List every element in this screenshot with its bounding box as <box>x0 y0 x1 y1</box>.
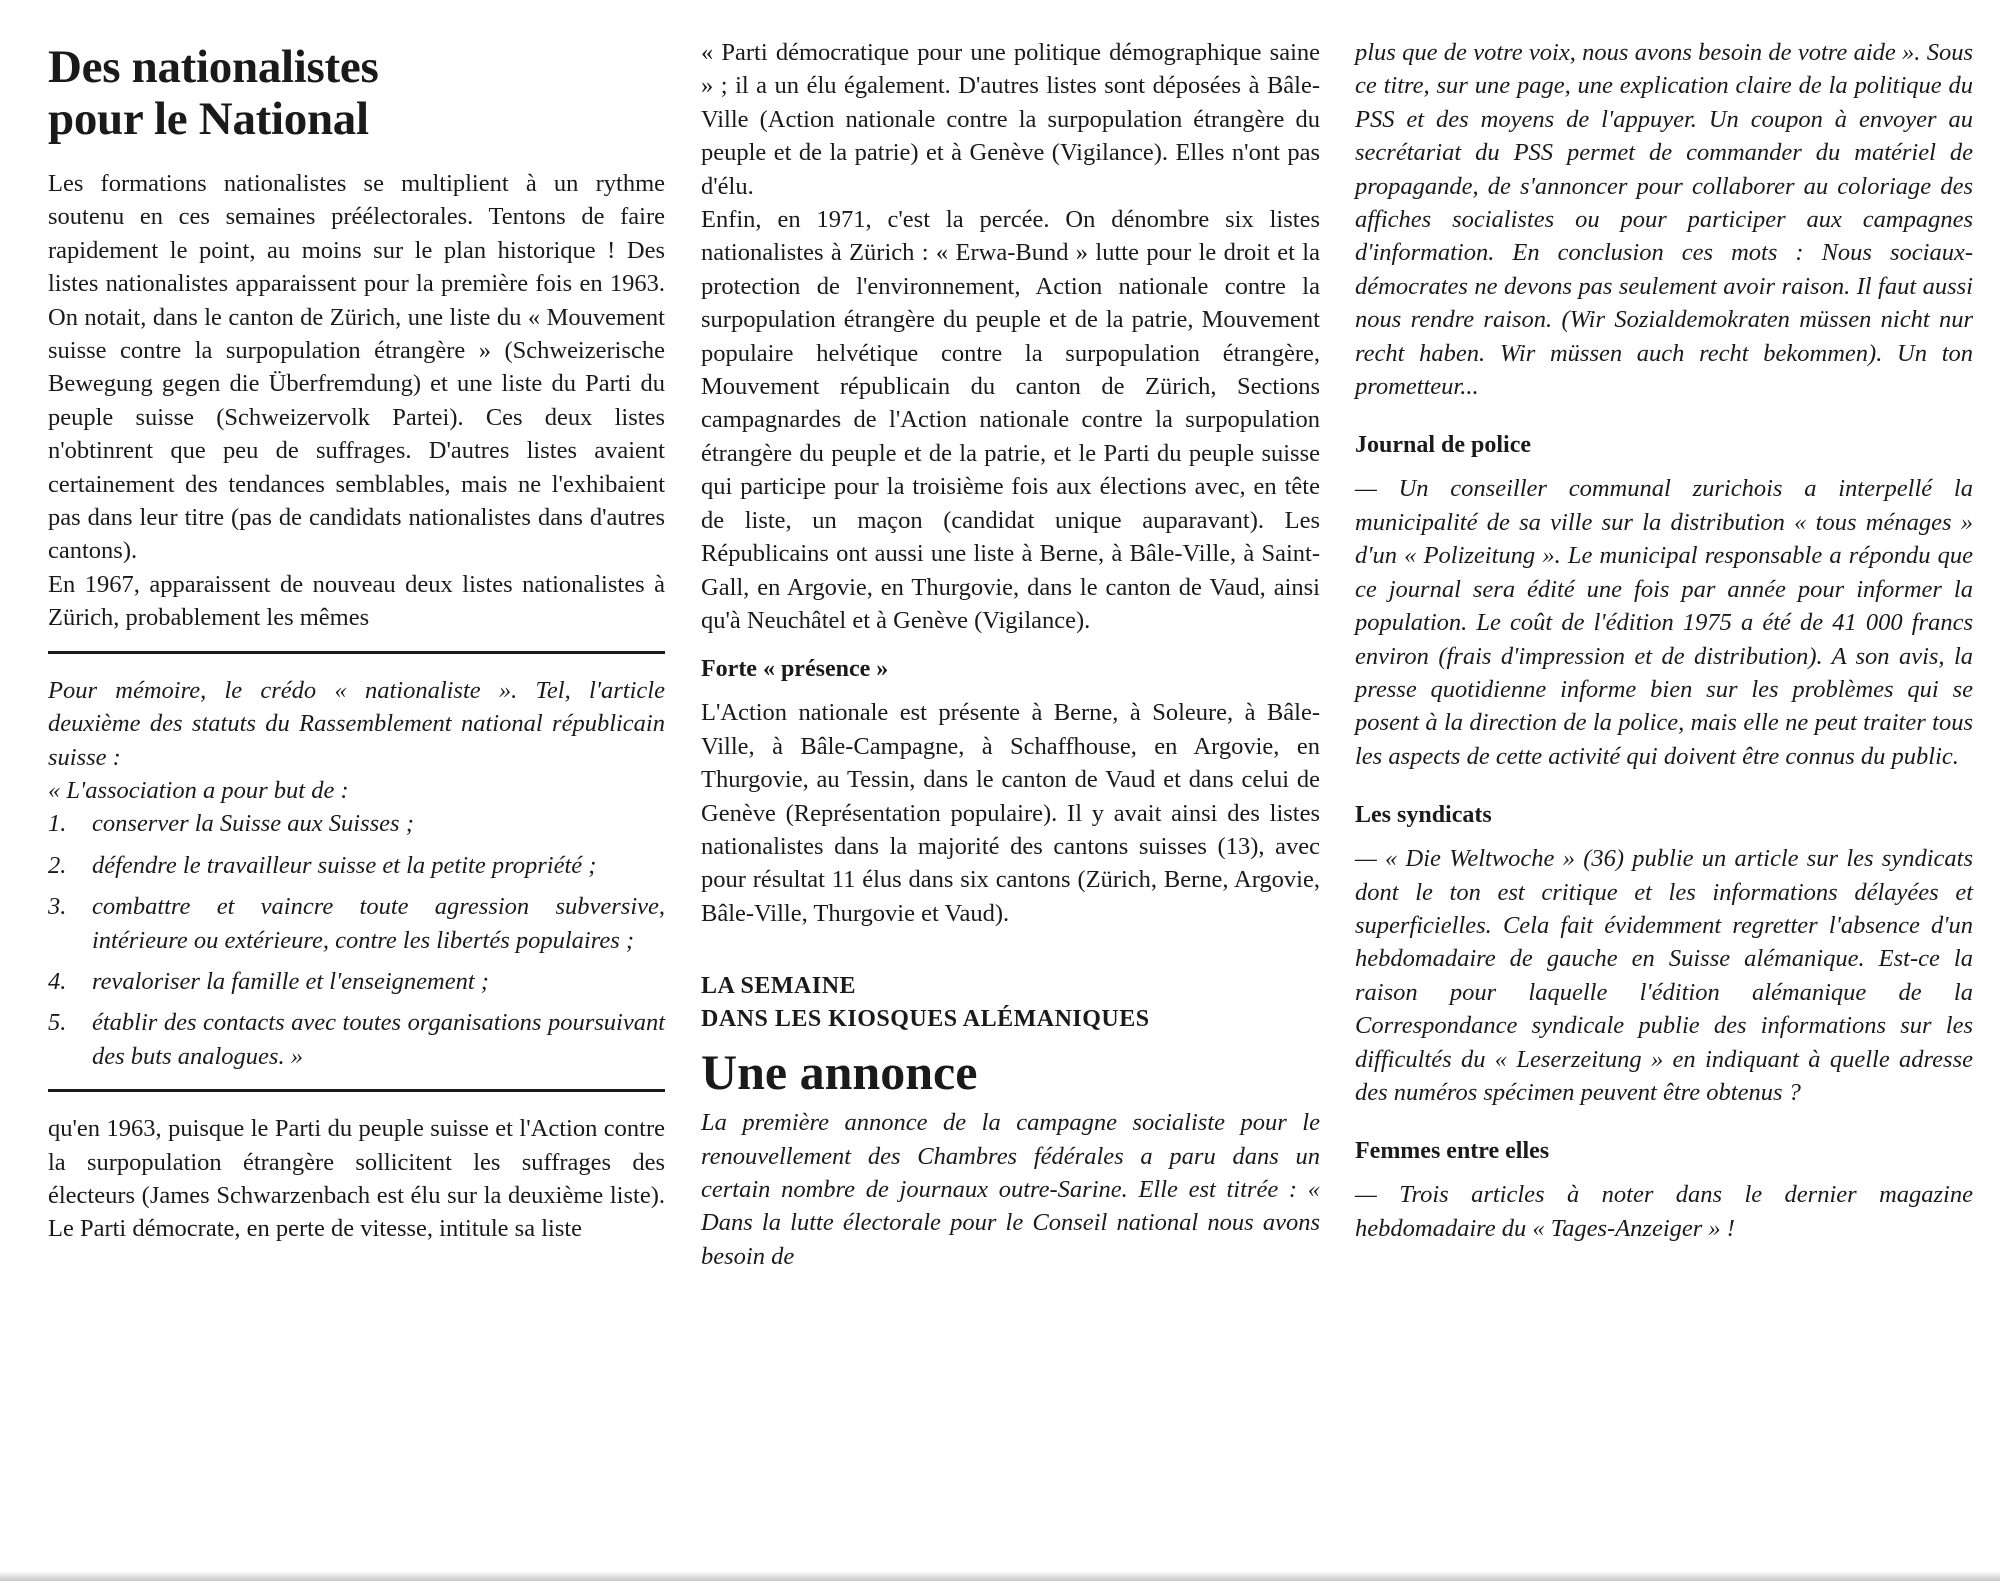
credo-item-text: revaloriser la famille et l'enseignement ; <box>92 967 489 995</box>
article-paragraph: qu'en 1963, puisque le Parti du peuple suisse et l'Action contre la surpopulation étrangère sollicitent les suffrages des électeurs (James Schwarzenbach est élu sur la deuxième liste). Le Parti démocrate, en perte de vitesse, intitule sa liste <box>48 1115 665 1243</box>
box-bottom-rule <box>48 1089 665 1092</box>
credo-list <box>48 807 665 1073</box>
column-middle <box>701 36 1320 1273</box>
section-kicker-line-1: LA SEMAINE <box>701 973 857 1000</box>
article-paragraph: — Trois articles à noter dans le dernier magazine hebdomadaire du « Tages-Anzeiger » ! <box>1355 1181 1973 1242</box>
credo-item <box>48 965 665 998</box>
credo-item-number: 2. <box>48 851 67 879</box>
article-paragraph: Les formations nationalistes se multiplient à un rythme soutenu en ces semaines préélectorales. Tentons de faire rapidement le point, au moins sur le plan historique ! Des listes nationalistes apparaissent pour la première fois en 1963. On notait, dans le canton de Zürich, une liste du « Mouvement suisse contre la surpopulation étrangère » (Schweizerische Bewegung gegen die Überfremdung) et une liste du Parti du peuple suisse (Schweizervolk Partei). Ces deux listes n'obtinrent que peu de suffrages. D'autres listes avaient certainement des tendances semblables, mais ne l'exhibaient pas dans leur titre (pas de candidats nationalistes dans d'autres cantons). <box>48 170 665 565</box>
article-paragraph: — « Die Weltwoche » (36) publie un article sur les syndicats dont le ton est critique et les informations délayées et superficielles. Cela fait évidemment regretter l'absence d'un hebdomadaire de gauche en Suisse alémanique. Est-ce la raison pour laquelle l'édition alémanique de la Correspondance syndicale publie des informations sur les difficultés du « Leserzeitung » en indiquant à quelle adresse des numéros spécimen peuvent être obtenus ? <box>1355 845 1973 1106</box>
article-paragraph: « Parti démocratique pour une politique démographique saine » ; il a un élu également. D'autres listes sont déposées à Bâle-Ville (Action nationale contre la surpopulation étrangère du peuple et de la patrie) et à Genève (Vigilance). Elles n'ont pas d'élu. <box>701 39 1320 200</box>
article-paragraph: L'Action nationale est présente à Berne, à Soleure, à Bâle-Ville, à Bâle-Campagne, à Schaffhouse, en Argovie, en Thurgovie, au Tessin, dans le canton de Vaud et dans celui de Genève (Représentation populaire). Il y avait ainsi des listes nationalistes dans la majorité des cantons suisses (13), avec pour résultat 11 élus dans six cantons (Zürich, Berne, Argovie, Bâle-Ville, Thurgovie et Vaud). <box>701 699 1320 927</box>
subhead-forte-presence: Forte « présence » <box>701 656 889 683</box>
column-right <box>1355 36 1973 1245</box>
credo-item-number: 3. <box>48 893 67 921</box>
credo-item-text: combattre et vaincre toute agression subversive, intérieure ou extérieure, contre les libertés populaires ; <box>92 893 665 954</box>
credo-item <box>48 1006 665 1073</box>
credo-box <box>48 674 665 1073</box>
credo-item <box>48 890 665 957</box>
section-kicker-line-2: DANS LES KIOSQUES ALÉMANIQUES <box>701 1006 1150 1033</box>
article-title <box>48 41 665 145</box>
credo-quote-open: « L'association a pour but de : <box>48 776 349 804</box>
section-kicker <box>701 970 1320 1036</box>
credo-item-text: conserver la Suisse aux Suisses ; <box>92 810 414 838</box>
credo-item-text: défendre le travailleur suisse et la petite propriété ; <box>92 851 597 879</box>
article-paragraph: En 1967, apparaissent de nouveau deux listes nationalistes à Zürich, probablement les mêmes <box>48 570 665 632</box>
subhead-les-syndicats: Les syndicats <box>1355 802 1492 829</box>
credo-item-number: 5. <box>48 1009 67 1037</box>
article-paragraph: plus que de votre voix, nous avons besoin de votre aide ». Sous ce titre, sur une page, une explication claire de la politique du PSS et des moyens de l'appuyer. Un coupon à envoyer au secrétariat du PSS permet de commander du matériel de propagande, de s'annoncer pour collaborer au coloriage des affiches socialistes ou pour participer aux campagnes d'information. En conclusion ces mots : Nous sociaux-démocrates ne devons pas seulement avoir raison. Il faut aussi nous rendre raison. (Wir Sozialdemokraten müssen nicht nur recht haben. Wir müssen auch recht bekommen). Un ton prometteur... <box>1355 39 1973 401</box>
scan-bottom-edge <box>0 1571 2000 1581</box>
subhead-journal-de-police: Journal de police <box>1355 432 1532 459</box>
credo-item <box>48 849 665 882</box>
article-paragraph: Enfin, en 1971, c'est la percée. On dénombre six listes nationalistes à Zürich : « Erwa-Bund » lutte pour le droit et la protection de l'environnement, Action nationale contre la surpopulation étrangère du peuple et de la patrie, Mouvement populaire helvétique contre la surpopulation étrangère, Mouvement républicain du canton de Zürich, Sections campagnardes de l'Action nationale contre la surpopulation étrangère du peuple et de la patrie, et le Parti du peuple suisse qui participe pour la troisième fois aux élections avec, en tête de liste, un maçon (candidat unique auparavant). Les Républicains ont aussi une liste à Berne, à Bâle-Ville, à Saint-Gall, en Argovie, en Thurgovie, dans le canton de Vaud, ainsi qu'à Neuchâtel et à Genève (Vigilance). <box>701 206 1320 634</box>
credo-item-number: 4. <box>48 967 67 995</box>
article-title-line-1: Des nationalistes <box>48 41 379 93</box>
section-title: Une annonce <box>701 1044 978 1101</box>
credo-intro: Pour mémoire, le crédo « nationaliste ». Tel, l'article deuxième des statuts du Rassemblement national républicain suisse : <box>48 676 665 771</box>
article-paragraph: La première annonce de la campagne socialiste pour le renouvellement des Chambres fédérales a paru dans un certain nombre de journaux outre-Sarine. Elle est titrée : « Dans la lutte électorale pour le Conseil national nous avons besoin de <box>701 1109 1320 1270</box>
subhead-femmes-entre-elles: Femmes entre elles <box>1355 1138 1550 1165</box>
column-left <box>48 36 665 1246</box>
box-top-rule <box>48 651 665 654</box>
credo-item-text: établir des contacts avec toutes organisations poursuivant des buts analogues. » <box>92 1009 665 1070</box>
article-paragraph: — Un conseiller communal zurichois a interpellé la municipalité de sa ville sur la distribution « tous ménages » d'un « Polizeitung ». Le municipal responsable a répondu que ce journal sera édité une fois par année pour informer la population. Le coût de l'édition 1975 a été de 41 000 francs environ (frais d'impression et de distribution). A son avis, la presse quotidienne informe bien sur les problèmes qui se posent à la direction de la police, mais elle ne peut traiter tous les aspects de cette activité qui doivent être connus du public. <box>1355 475 1973 770</box>
credo-item <box>48 807 665 840</box>
credo-item-number: 1. <box>48 810 67 838</box>
article-title-line-2: pour le National <box>48 93 369 145</box>
